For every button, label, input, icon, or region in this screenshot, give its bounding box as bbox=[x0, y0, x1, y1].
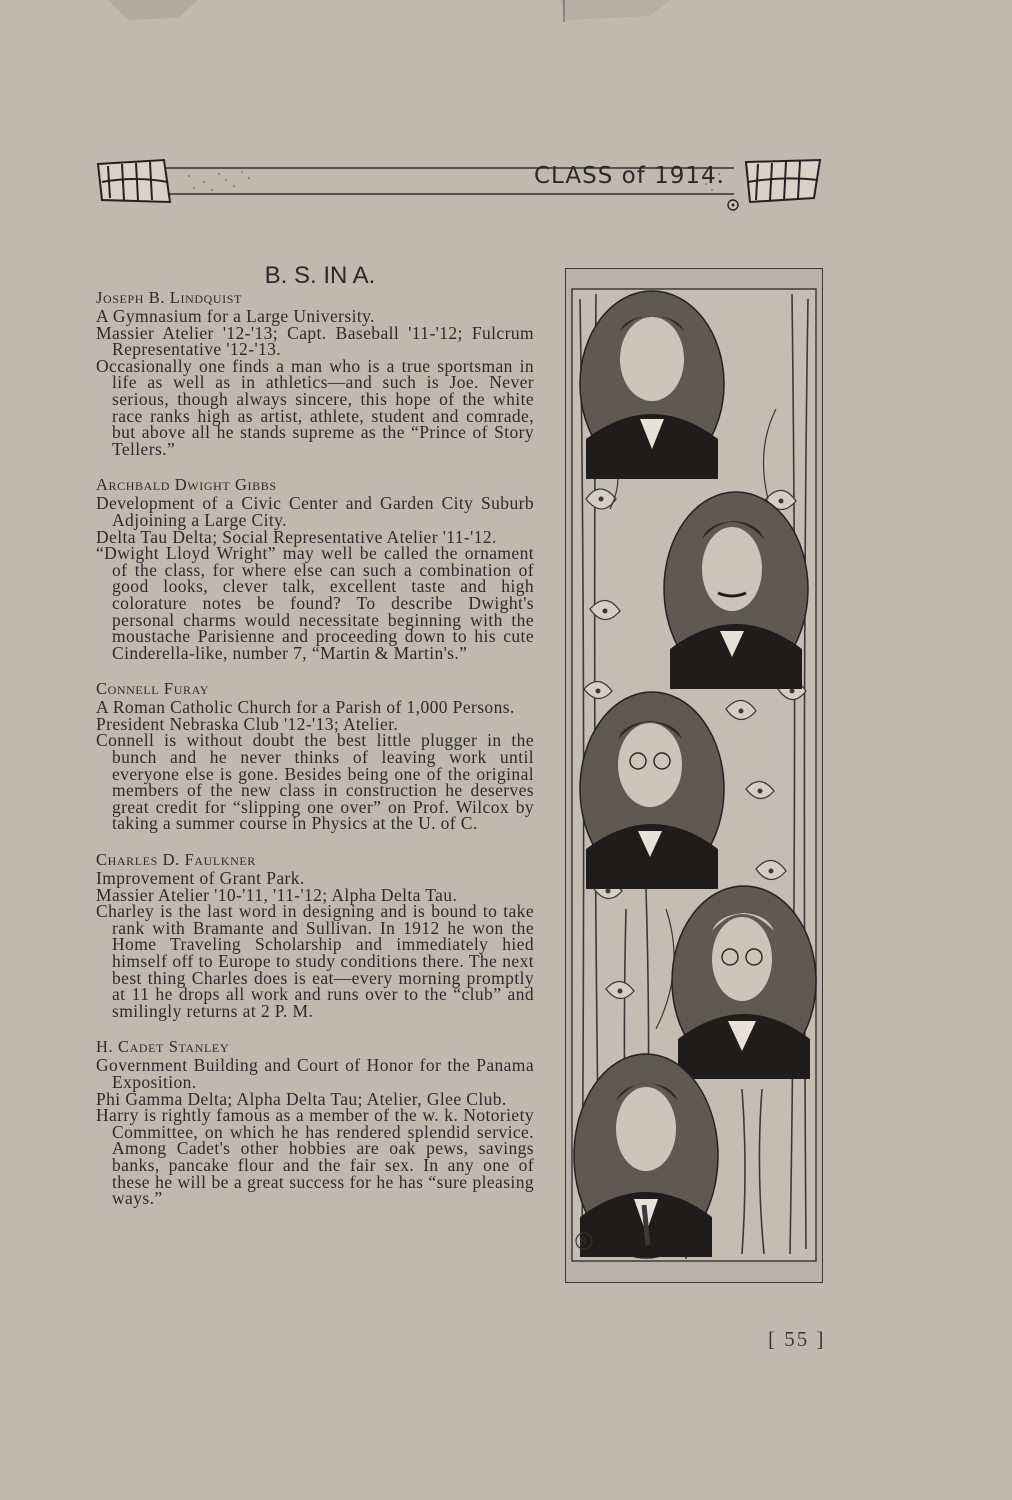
thesis-title: Government Building and Court of Honor for the Panama Exposition. bbox=[96, 1055, 534, 1092]
section-title: B. S. IN A. bbox=[264, 262, 376, 289]
banner-title: CLASS of 1914. bbox=[534, 163, 725, 189]
biography-entry bbox=[96, 1037, 534, 1209]
description: Harry is rightly famous as a member of the w. k. Notoriety Committee, on which he has rendered splendid service. Among Cadet's other hobbies are oak pews, savings banks, pancake flour and the fair sex. In any one of these he will be a great success for he has “sure pleasing ways.” bbox=[96, 1105, 534, 1209]
student-name: Joseph B. Lindquist bbox=[96, 288, 242, 307]
activities: President Nebraska Club '12-'13; Atelier. bbox=[96, 713, 399, 734]
description: Occasionally one finds a man who is a true sportsman in life as well as in athletics—and such is Joe. Never serious, though always sincere, this hope of the white race ranks high as artist, athlete, student and comrade, but above all he stands supreme as the “Prince of Story Tellers.” bbox=[96, 355, 534, 459]
description: Connell is without doubt the best little plugger in the bunch and he never thinks of leaving work until everyone else is gone. Besides being one of the original members of the new class in construction he deserves great credit for “slipping one over” on Prof. Wilcox by taking a summer course in Physics at the U. of C. bbox=[96, 730, 534, 834]
thesis-title: Development of a Civic Center and Garden City Suburb Adjoining a Large City. bbox=[96, 493, 534, 530]
activities: Delta Tau Delta; Social Representative Atelier '11-'12. bbox=[96, 526, 497, 547]
paper-scuff bbox=[560, 0, 670, 22]
biography-entry bbox=[96, 679, 534, 832]
student-name: Charles D. Faulkner bbox=[96, 850, 256, 870]
thesis-title: Improvement of Grant Park. bbox=[96, 868, 305, 889]
student-name: Connell Furay bbox=[96, 679, 209, 699]
student-name: Archbald Dwight Gibbs bbox=[96, 475, 277, 495]
activities: Massier Atelier '10-'11, '11-'12; Alpha Delta Tau. bbox=[96, 884, 458, 905]
description: “Dwight Lloyd Wright” may well be called the ornament of the class, for where else can such a combination of good looks, clever talk, excellent taste and high colorature notes be found? To describe Dwight's personal charms would necessitate beginning with the moustache Parisienne and proceeding down to his cute Cinderella-like, number 7, “Martin & Martin's.” bbox=[96, 543, 534, 663]
paper-scuff bbox=[108, 0, 198, 24]
activities: Phi Gamma Delta; Alpha Delta Tau; Atelier, Glee Club. bbox=[96, 1088, 507, 1109]
thesis-title: A Roman Catholic Church for a Parish of 1,000 Persons. bbox=[96, 697, 515, 718]
biography-entry bbox=[96, 850, 534, 1019]
floral-border-illustration bbox=[566, 269, 822, 1281]
thesis-title: A Gymnasium for a Large University. bbox=[96, 306, 375, 326]
biography-entry bbox=[96, 288, 534, 457]
student-name: H. Cadet Stanley bbox=[96, 1037, 230, 1057]
activities: Massier Atelier '12-'13; Capt. Baseball '11-'12; Fulcrum Representative '12-'13. bbox=[96, 322, 534, 360]
biography-column bbox=[96, 288, 534, 1225]
page-number: [ 55 ] bbox=[768, 1327, 826, 1351]
portrait-panel bbox=[565, 268, 823, 1283]
svg-text:B: B bbox=[579, 1237, 587, 1248]
biography-entry bbox=[96, 475, 534, 661]
description: Charley is the last word in designing and is bound to take rank with Bramante and Sullivan. In 1912 he won the Home Traveling Scholarship and immediately hied himself off to Europe to study conditions there. The next best thing Charles does is eat—every morning promptly at 11 he drops all work and runs over to the “club” and smilingly returns at 2 P. M. bbox=[96, 901, 534, 1021]
